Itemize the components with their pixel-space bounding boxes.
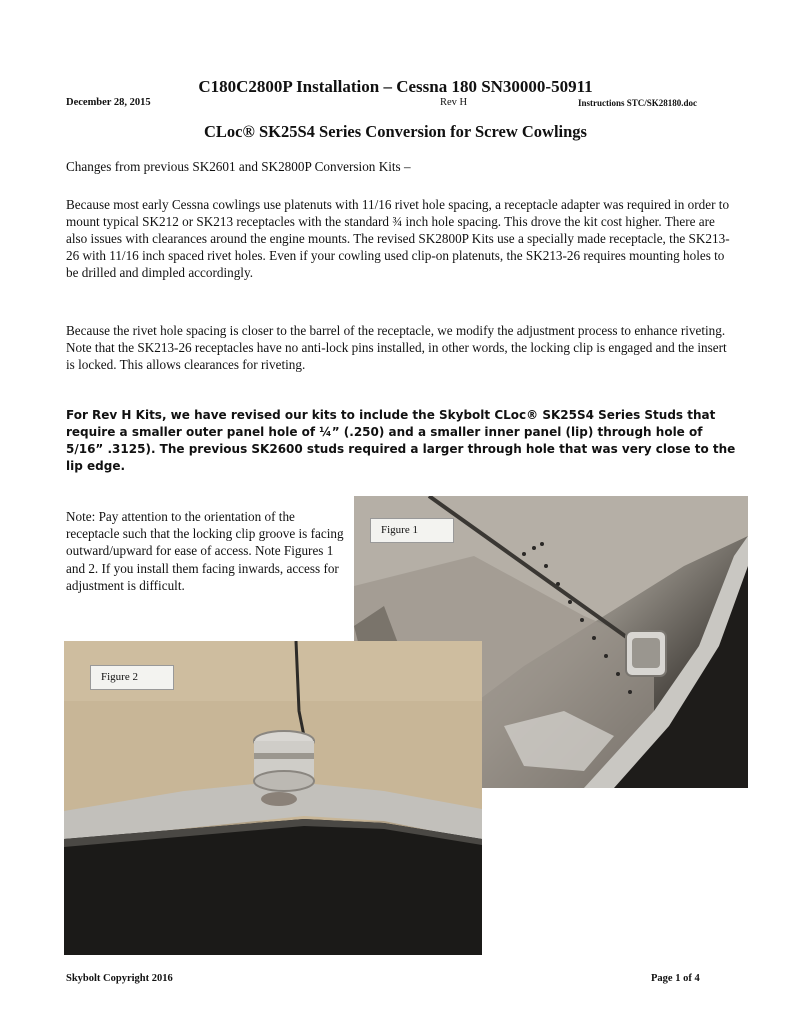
figure-1-label: Figure 1 (370, 518, 454, 543)
figure-2-label: Figure 2 (90, 665, 174, 690)
paragraph-adjustment-process: Because the rivet hole spacing is closer to the barrel of the receptacle, we modify the adjustment process to enhance riveting. Note that the SK213-26 receptacles have no anti-lock pins installed, in other words, the locking clip is engaged and the insert is locked. This allows clearances for riveting. (66, 323, 727, 372)
document-title: C180C2800P Installation – Cessna 180 SN30000-50911 (198, 77, 593, 96)
figure-2-photo (64, 641, 482, 955)
revision-label: Rev H (440, 97, 468, 108)
instructions-filename: Instructions STC/SK28180.doc (578, 98, 698, 108)
document-subtitle: CLoc® SK25S4 Series Conversion for Screw Cowlings (204, 122, 587, 141)
paragraph-rivet-spacing: Because most early Cessna cowlings use platenuts with 11/16 rivet hole spacing, a receptacle adapter was required in order to mount typical SK212 or SK213 receptacles with the standard ¾ inch hole spacing. This drove the kit cost higher. There are also issues with clearances around the engine mounts. The revised SK2800P Kits use a specially made receptacle, the SK213-26 with 11/16 inch spaced rivet holes. Even if your cowling used clip-on platenuts, the SK213-26 requires mounting holes to be drilled and dimpled accordingly. (66, 197, 730, 280)
changes-intro: Changes from previous SK2601 and SK2800P Conversion Kits – (66, 159, 411, 174)
footer-copyright: Skybolt Copyright 2016 (66, 973, 173, 984)
document-date: December 28, 2015 (66, 97, 151, 108)
orientation-note: Note: Pay attention to the orientation of the receptacle such that the locking clip groove is facing outward/upward for ease of access. Note Figures 1 and 2. If you install them facing inwards, access for adjustment is difficult. (66, 509, 344, 593)
paragraph-rev-h-kits: For Rev H Kits, we have revised our kits to include the Skybolt CLoc® SK25S4 Series Studs that require a smaller outer panel hole of ¼” (.250) and a smaller inner panel (lip) through hole of 5/16” .3125). The previous SK2600 studs required a larger through hole that was very close to the lip edge. (66, 408, 736, 473)
footer-page-number: Page 1 of 4 (651, 973, 700, 984)
